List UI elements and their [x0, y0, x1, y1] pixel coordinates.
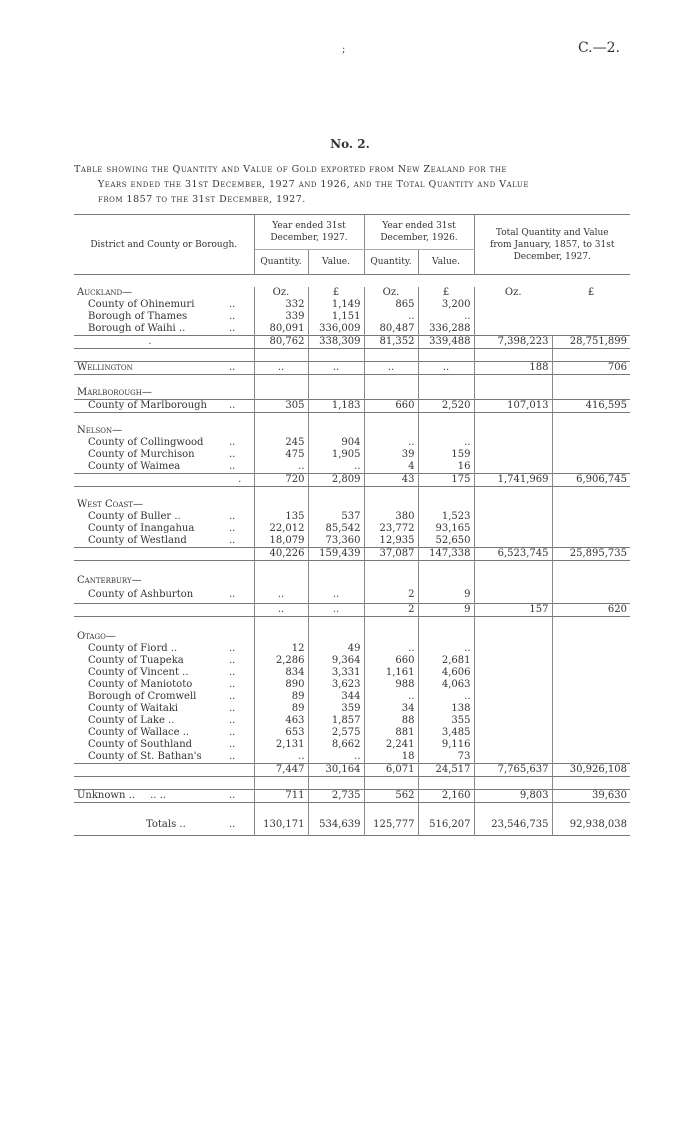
- cell-q27: ..: [254, 362, 308, 375]
- cell-v26: 2,160: [418, 790, 474, 803]
- row-label: County of Tuapeka: [88, 655, 184, 666]
- subtotal-lead: .: [74, 336, 226, 349]
- row-dots: ..: [226, 449, 254, 461]
- cell-v26: 339,488: [418, 336, 474, 349]
- cell-v27: 1,857: [308, 715, 364, 727]
- row-dots: ..: [226, 727, 254, 739]
- cell-q26: 6,071: [364, 764, 418, 777]
- cell-q26: ..: [364, 691, 418, 703]
- cell-q26: ..: [364, 643, 418, 655]
- section-heading-row: [74, 575, 630, 587]
- table-row: [74, 437, 630, 449]
- cell-v26: 147,338: [418, 548, 474, 561]
- row-dots: ..: [226, 362, 254, 375]
- cell-v27: ..: [308, 587, 364, 604]
- row-label: County of Lake ..: [88, 715, 175, 726]
- table-row: [74, 535, 630, 548]
- table-body: [74, 275, 630, 836]
- row-dots: .. ..: [150, 790, 167, 801]
- cell-v27: ..: [308, 461, 364, 474]
- row-label: Borough of Thames: [88, 311, 188, 322]
- cell-q27: 12: [254, 643, 308, 655]
- row-dots: ..: [226, 655, 254, 667]
- row-dots: ..: [226, 511, 254, 523]
- cell-v27: 2,735: [308, 790, 364, 803]
- cell-total-v: 30,926,108: [552, 764, 630, 777]
- cell-v26: 16: [418, 461, 474, 474]
- cell-v26: 138: [418, 703, 474, 715]
- cell-q27: 475: [254, 449, 308, 461]
- cell-total-v: 25,895,735: [552, 548, 630, 561]
- cell-q26: ..: [364, 311, 418, 323]
- cell-v26: 3,485: [418, 727, 474, 739]
- cell-total-q: 7,765,637: [474, 764, 552, 777]
- cell-q27: 89: [254, 691, 308, 703]
- column-year-1927: Year ended 31st December, 1927.: [254, 215, 364, 250]
- cell-q26: 2: [364, 587, 418, 604]
- row-label: County of St. Bathan's: [88, 751, 202, 762]
- cell-q27: 80,091: [254, 323, 308, 336]
- section-heading-row: [74, 425, 630, 437]
- cell-q27: ..: [254, 587, 308, 604]
- cell-total-q: 107,013: [474, 400, 552, 413]
- cell-q27: 22,012: [254, 523, 308, 535]
- cell-v27: 359: [308, 703, 364, 715]
- section-name: Canterbury—: [77, 575, 142, 586]
- col-value-1927: Value.: [308, 250, 364, 275]
- cell-q27: 18,079: [254, 535, 308, 548]
- cell-q27: 130,171: [254, 815, 308, 836]
- cell-q26: 881: [364, 727, 418, 739]
- document-number: No. 2.: [330, 137, 370, 151]
- table-row: [74, 703, 630, 715]
- table-row: [74, 323, 630, 336]
- table-row: [74, 461, 630, 474]
- cell-v27: 2,809: [308, 474, 364, 487]
- row-dots: ..: [226, 815, 254, 836]
- cell-q27: 40,226: [254, 548, 308, 561]
- cell-v27: 9,364: [308, 655, 364, 667]
- section-name: Marlborough—: [77, 387, 152, 398]
- row-label: County of Waitaki: [88, 703, 179, 714]
- cell-v26: 24,517: [418, 764, 474, 777]
- title-line: Years ended the 31st December, 1927 and 1926, and the Total Quantity and Value: [98, 179, 529, 190]
- cell-v27: 73,360: [308, 535, 364, 548]
- row-label: County of Fiord ..: [88, 643, 178, 654]
- row-dots: ..: [226, 703, 254, 715]
- cell-v26: 9: [418, 604, 474, 617]
- row-label: County of Marlborough: [74, 400, 226, 413]
- subtotal-row: [74, 548, 630, 561]
- cell-q26: 562: [364, 790, 418, 803]
- row-label: County of Ashburton: [88, 589, 194, 600]
- cell-q26: 380: [364, 511, 418, 523]
- cell-q27: 332: [254, 299, 308, 311]
- cell-v27: 1,183: [308, 400, 364, 413]
- cell-total-q: 23,546,735: [474, 815, 552, 836]
- subtotal-lead: .: [226, 474, 254, 487]
- cell-q27: ..: [254, 461, 308, 474]
- subtotal-lead: [74, 604, 226, 617]
- page-mark: ;: [342, 44, 346, 55]
- cell-v26: ..: [418, 691, 474, 703]
- cell-v27: 1,149: [308, 299, 364, 311]
- col-value-1926: Value.: [418, 250, 474, 275]
- cell-v26: 175: [418, 474, 474, 487]
- subtotal-lead: [74, 764, 226, 777]
- cell-v26: 516,207: [418, 815, 474, 836]
- unit-pound: £: [308, 287, 364, 299]
- cell-q26: 2,241: [364, 739, 418, 751]
- table-row: [74, 727, 630, 739]
- cell-q27: ..: [254, 751, 308, 764]
- totals-label: Totals ..: [146, 819, 186, 830]
- row-dots: ..: [226, 751, 254, 764]
- col-quantity-1927: Quantity.: [254, 250, 308, 275]
- row-dots: ..: [226, 739, 254, 751]
- col-quantity-1926: Quantity.: [364, 250, 418, 275]
- subtotal-row: [74, 764, 630, 777]
- cell-q26: 18: [364, 751, 418, 764]
- cell-q27: 7,447: [254, 764, 308, 777]
- cell-v26: 52,650: [418, 535, 474, 548]
- section-heading-row: [74, 631, 630, 643]
- cell-q27: 339: [254, 311, 308, 323]
- section-name: Wellington: [74, 362, 226, 375]
- cell-v27: 49: [308, 643, 364, 655]
- cell-total-v: 620: [552, 604, 630, 617]
- row-dots: ..: [226, 587, 254, 604]
- cell-q27: 463: [254, 715, 308, 727]
- subtotal-row: [74, 474, 630, 487]
- cell-v27: ..: [308, 751, 364, 764]
- table-row: [74, 715, 630, 727]
- cell-v26: 9: [418, 587, 474, 604]
- cell-q26: 81,352: [364, 336, 418, 349]
- table-row: [74, 655, 630, 667]
- section-name: Otago—: [77, 631, 116, 642]
- unknown-label: Unknown ..: [77, 790, 135, 801]
- cell-v26: 336,288: [418, 323, 474, 336]
- row-label: [74, 790, 226, 803]
- row-label: County of Maniototo: [88, 679, 193, 690]
- cell-v27: 344: [308, 691, 364, 703]
- cell-q26: 34: [364, 703, 418, 715]
- cell-v26: 4,063: [418, 679, 474, 691]
- cell-v26: ..: [418, 643, 474, 655]
- table-row: [74, 362, 630, 375]
- cell-q27: 305: [254, 400, 308, 413]
- unit-oz: Oz.: [364, 287, 418, 299]
- cell-q27: 2,131: [254, 739, 308, 751]
- cell-q26: 4: [364, 461, 418, 474]
- section-heading-row: [74, 287, 630, 299]
- table-row: [74, 523, 630, 535]
- row-label: County of Buller ..: [88, 511, 181, 522]
- cell-q26: 12,935: [364, 535, 418, 548]
- row-dots: ..: [226, 523, 254, 535]
- cell-v27: 338,309: [308, 336, 364, 349]
- table-row: [74, 643, 630, 655]
- row-dots: ..: [226, 643, 254, 655]
- cell-v26: 3,200: [418, 299, 474, 311]
- cell-total-q: 6,523,745: [474, 548, 552, 561]
- row-label: County of Wallace ..: [88, 727, 190, 738]
- cell-q26: 2: [364, 604, 418, 617]
- cell-q26: 125,777: [364, 815, 418, 836]
- cell-v27: 2,575: [308, 727, 364, 739]
- cell-q26: 39: [364, 449, 418, 461]
- table-row: [74, 587, 630, 604]
- row-label: County of Collingwood: [88, 437, 204, 448]
- cell-q26: 23,772: [364, 523, 418, 535]
- row-label: County of Vincent ..: [88, 667, 189, 678]
- table-row: [74, 691, 630, 703]
- cell-total-q: 7,398,223: [474, 336, 552, 349]
- table-row: [74, 667, 630, 679]
- cell-v26: 93,165: [418, 523, 474, 535]
- row-dots: ..: [226, 437, 254, 449]
- cell-v27: 30,164: [308, 764, 364, 777]
- subtotal-row: [74, 604, 630, 617]
- gold-export-table: [74, 214, 630, 836]
- cell-total-q: 188: [474, 362, 552, 375]
- unit-oz: Oz.: [254, 287, 308, 299]
- cell-total-v: 39,630: [552, 790, 630, 803]
- cell-total-q: 157: [474, 604, 552, 617]
- row-dots: ..: [226, 311, 254, 323]
- row-dots: ..: [226, 323, 254, 336]
- cell-q26: 80,487: [364, 323, 418, 336]
- cell-v26: 2,681: [418, 655, 474, 667]
- cell-v26: 2,520: [418, 400, 474, 413]
- cell-q26: 43: [364, 474, 418, 487]
- row-dots: ..: [226, 715, 254, 727]
- title-line: Table showing the Quantity and Value of Gold exported from New Zealand for the: [74, 164, 507, 175]
- row-dots: ..: [226, 400, 254, 413]
- cell-q26: 988: [364, 679, 418, 691]
- cell-q26: 37,087: [364, 548, 418, 561]
- unit-pound: £: [587, 287, 595, 298]
- row-dots: ..: [226, 299, 254, 311]
- cell-q27: 80,762: [254, 336, 308, 349]
- row-label: County of Waimea: [88, 461, 181, 472]
- cell-v27: 85,542: [308, 523, 364, 535]
- cell-q27: 890: [254, 679, 308, 691]
- column-year-1926: Year ended 31st December, 1926.: [364, 215, 474, 250]
- table-row: [74, 511, 630, 523]
- cell-v27: 1,151: [308, 311, 364, 323]
- subtotal-lead: [74, 548, 226, 561]
- cell-v27: 3,623: [308, 679, 364, 691]
- cell-v27: ..: [308, 604, 364, 617]
- cell-v27: 1,905: [308, 449, 364, 461]
- cell-q26: ..: [364, 437, 418, 449]
- column-total: Total Quantity and Value from January, 1857, to 31st December, 1927.: [489, 227, 615, 262]
- cell-v26: ..: [418, 362, 474, 375]
- cell-v26: ..: [418, 437, 474, 449]
- row-label: County of Inangahua: [88, 523, 195, 534]
- cell-q27: 245: [254, 437, 308, 449]
- cell-v27: 336,009: [308, 323, 364, 336]
- cell-v26: 73: [418, 751, 474, 764]
- unknown-row: Unknown .. .. .. .. 711 2,735 562 2,160 9,803 39,630: [74, 790, 630, 803]
- table-row: [74, 679, 630, 691]
- cell-total-v: 6,906,745: [552, 474, 630, 487]
- cell-total-q: 9,803: [474, 790, 552, 803]
- section-name: Nelson—: [77, 425, 123, 436]
- cell-total-q: 1,741,969: [474, 474, 552, 487]
- cell-q27: 2,286: [254, 655, 308, 667]
- cell-q27: 89: [254, 703, 308, 715]
- cell-v27: 8,662: [308, 739, 364, 751]
- title-line: from 1857 to the 31st December, 1927.: [98, 194, 306, 205]
- row-dots: ..: [226, 461, 254, 474]
- cell-total-v: 416,595: [552, 400, 630, 413]
- cell-v26: 159: [418, 449, 474, 461]
- cell-q26: 660: [364, 655, 418, 667]
- cell-q27: 653: [254, 727, 308, 739]
- section-heading-row: [74, 387, 630, 400]
- cell-q26: 1,161: [364, 667, 418, 679]
- cell-q27: 135: [254, 511, 308, 523]
- column-district: District and County or Borough.: [74, 215, 254, 275]
- table-row: [74, 400, 630, 413]
- row-label: County of Southland: [88, 739, 193, 750]
- row-label: County of Westland: [88, 535, 187, 546]
- section-name: Auckland—: [77, 287, 133, 298]
- cell-total-v: 28,751,899: [552, 336, 630, 349]
- table-row: [74, 299, 630, 311]
- cell-total-v: 706: [552, 362, 630, 375]
- cell-q26: 865: [364, 299, 418, 311]
- cell-q27: 720: [254, 474, 308, 487]
- cell-q27: ..: [254, 604, 308, 617]
- cell-v27: 3,331: [308, 667, 364, 679]
- cell-v27: ..: [308, 362, 364, 375]
- cell-q27: 711: [254, 790, 308, 803]
- row-label: County of Ohinemuri: [88, 299, 195, 310]
- cell-q27: 834: [254, 667, 308, 679]
- cell-v27: 904: [308, 437, 364, 449]
- unit-oz: Oz.: [504, 287, 522, 298]
- cell-q26: 88: [364, 715, 418, 727]
- cell-total-v: 92,938,038: [569, 819, 627, 830]
- table-row: [74, 739, 630, 751]
- cell-v26: 355: [418, 715, 474, 727]
- unit-pound: £: [418, 287, 474, 299]
- row-dots: ..: [226, 667, 254, 679]
- row-dots: ..: [226, 535, 254, 548]
- table-row: [74, 449, 630, 461]
- table-title: [74, 162, 634, 207]
- row-label: County of Murchison: [88, 449, 195, 460]
- cell-v27: 537: [308, 511, 364, 523]
- cell-q26: 660: [364, 400, 418, 413]
- cell-v26: 4,606: [418, 667, 474, 679]
- row-dots: ..: [226, 691, 254, 703]
- section-name: West Coast—: [77, 499, 143, 510]
- row-dots: ..: [226, 679, 254, 691]
- table-row: [74, 311, 630, 323]
- cell-v26: ..: [418, 311, 474, 323]
- cell-v26: 9,116: [418, 739, 474, 751]
- totals-row: [74, 815, 630, 836]
- row-label: Borough of Cromwell: [88, 691, 197, 702]
- cell-v26: 1,523: [418, 511, 474, 523]
- table-row: [74, 751, 630, 764]
- row-label: Borough of Waihi ..: [88, 323, 186, 334]
- subtotal-row: [74, 336, 630, 349]
- section-heading-row: [74, 499, 630, 511]
- cell-v27: 534,639: [308, 815, 364, 836]
- cell-v27: 159,439: [308, 548, 364, 561]
- cell-q26: ..: [364, 362, 418, 375]
- page-reference: C.—2.: [577, 40, 620, 56]
